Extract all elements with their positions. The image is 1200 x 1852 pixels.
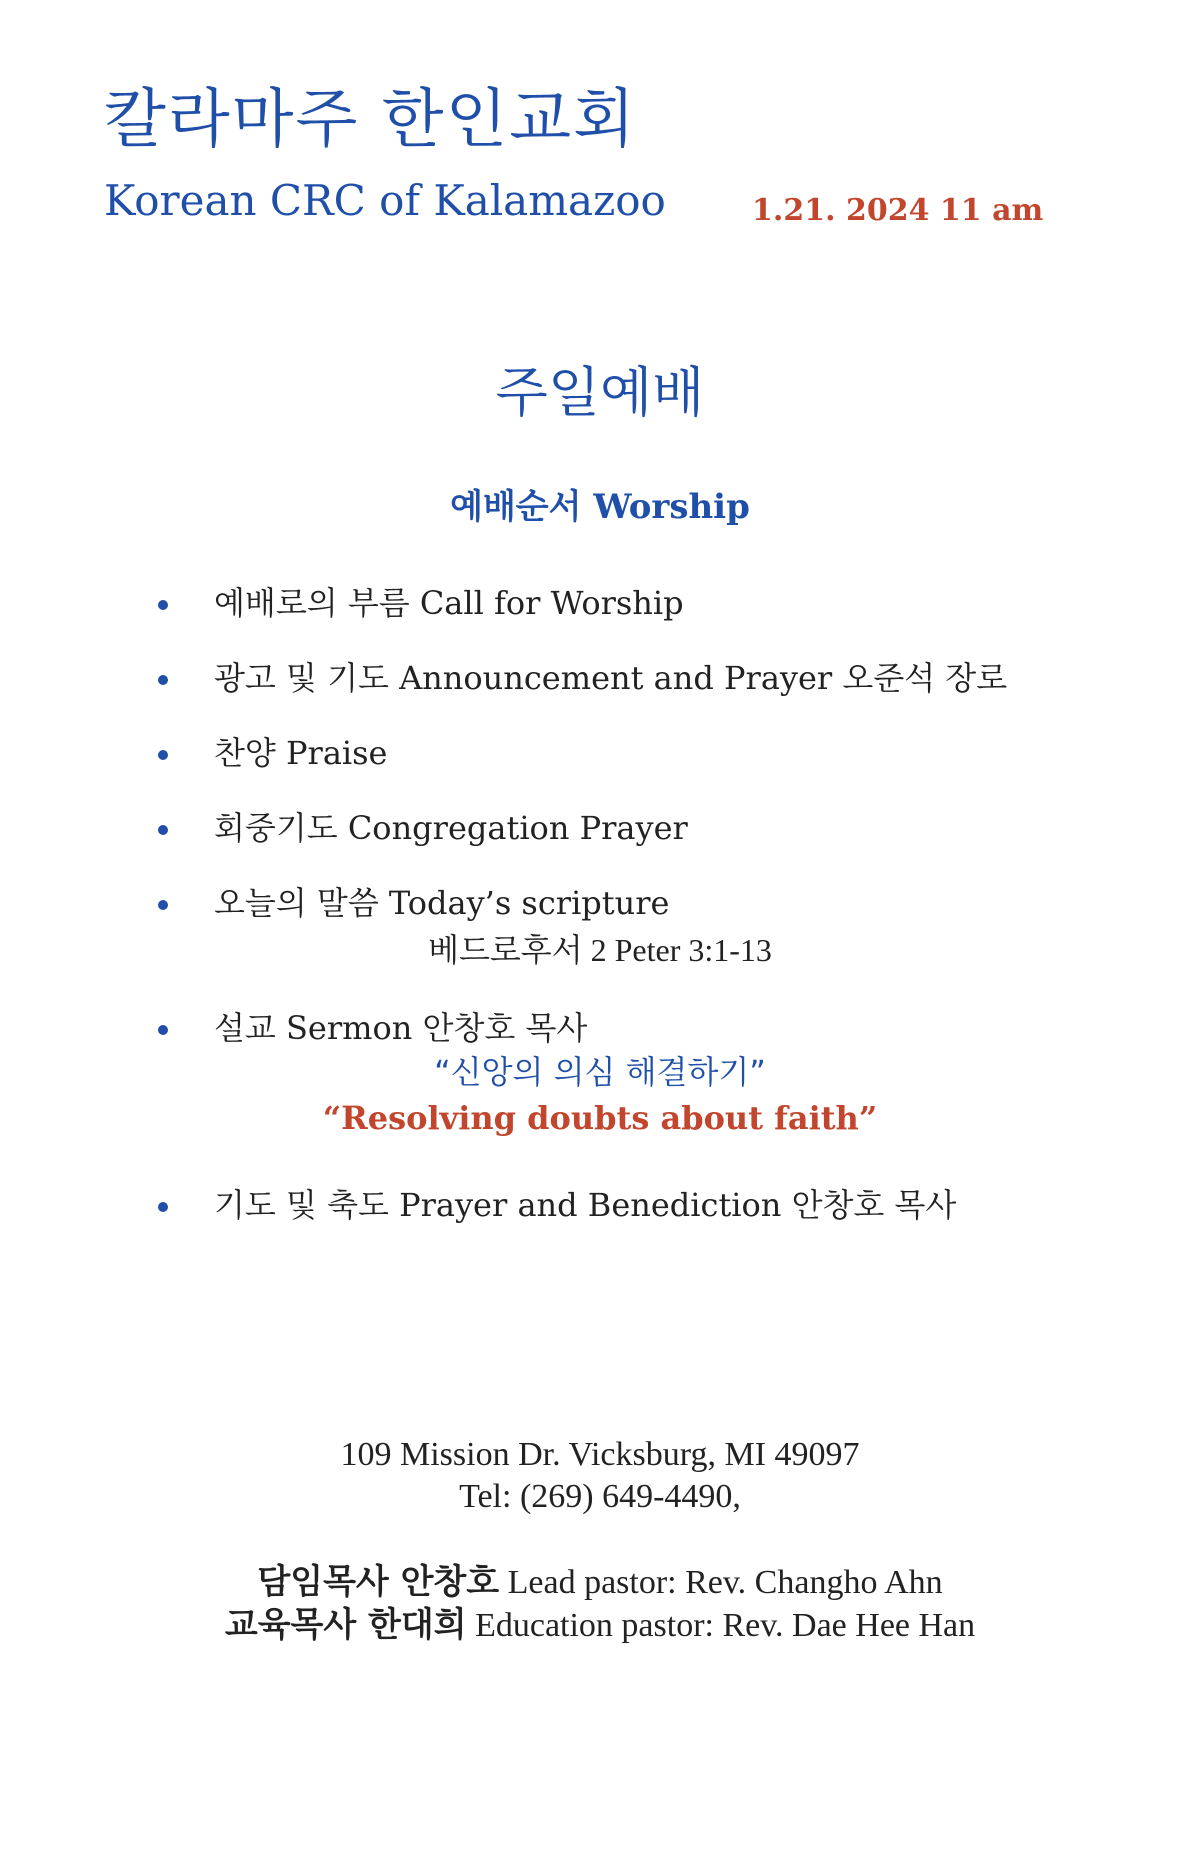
list-item-text: 오늘의 말씀 Today’s scripture [214,884,670,922]
bullet-icon [158,825,168,835]
bullet-icon [158,1025,168,1035]
list-item-text: 찬양 Praise [214,734,388,772]
scripture-reference: 베드로후서 2 Peter 3:1-13 [428,932,772,968]
education-pastor-korean: 교육목사 한대희 [224,1605,467,1645]
church-address: 109 Mission Dr. Vicksburg, MI 49097 [340,1436,860,1473]
list-item-text: 설교 Sermon 안창호 목사 [214,1009,588,1047]
service-title: 주일예배 [495,361,705,424]
list-item-text: 광고 및 기도 Announcement and Prayer 오준석 장로 [214,659,1008,697]
bullet-icon [158,600,168,610]
church-telephone: Tel: (269) 649-4490, [459,1478,741,1515]
bullet-icon [158,675,168,685]
church-name-korean: 칼라마주 한인교회 [104,83,637,157]
list-item-text: 회중기도 Congregation Prayer [214,809,688,847]
lead-pastor-english: Lead pastor: Rev. Changho Ahn [507,1564,943,1601]
list-item-text: 예배로의 부름 Call for Worship [214,584,684,622]
order-of-worship-title: 예배순서 Worship [450,487,750,527]
list-item-text: 기도 및 축도 Prayer and Benediction 안창호 목사 [214,1186,957,1224]
sermon-title-korean: “신앙의 의심 해결하기” [434,1053,766,1091]
education-pastor-english: Education pastor: Rev. Dae Hee Han [475,1607,976,1644]
bullet-icon [158,750,168,760]
bullet-icon [158,900,168,910]
service-date-time: 1.21. 2024 11 am [752,193,1044,228]
education-pastor-line [0,1605,1200,1645]
lead-pastor-korean: 담임목사 안창호 [257,1562,500,1602]
lead-pastor-line [0,1562,1200,1602]
sermon-title-english: “Resolving doubts about faith” [322,1099,878,1137]
bullet-icon [158,1202,168,1212]
church-name-english: Korean CRC of Kalamazoo [104,176,666,225]
